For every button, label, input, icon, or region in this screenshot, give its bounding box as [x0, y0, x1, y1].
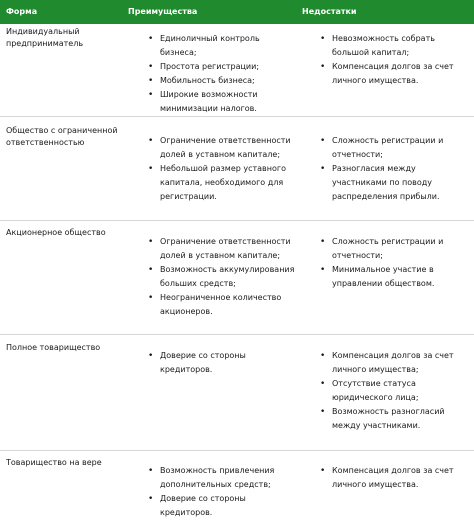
list-item: • Доверие со стороны кредиторов.	[148, 349, 298, 377]
list-item: • Разногласия между участниками по поводу распределения прибыли.	[320, 162, 468, 204]
advantages-list	[148, 32, 298, 116]
table-row	[0, 24, 474, 116]
header-advantages: Преимущества	[128, 7, 198, 16]
list-item: • Ограничение ответственности долей в уставном капитале;	[148, 235, 298, 263]
form-name: Товарищество на вере	[6, 458, 102, 467]
list-item: • Сложность регистрации и отчетности;	[320, 235, 468, 263]
header-form: Форма	[6, 7, 38, 16]
list-item: • Небольшой размер уставного капитала, необходимого для регистрации.	[148, 162, 298, 204]
list-item: • Неограниченное количество акционеров.	[148, 291, 298, 319]
row-divider	[0, 220, 474, 221]
form-name: Полное товарищество	[6, 343, 101, 352]
advantages-list	[148, 464, 298, 520]
form-name: Общество с ограниченной ответственностью	[6, 126, 118, 147]
advantages-list	[148, 235, 298, 319]
row-divider	[0, 450, 474, 451]
list-item: • Невозможность собрать большой капитал;	[320, 32, 468, 60]
list-item: • Широкие возможности минимизации налогов.	[148, 88, 298, 116]
list-item: • Доверие со стороны кредиторов.	[148, 492, 298, 520]
table-row	[0, 334, 474, 450]
list-item: • Сложность регистрации и отчетности;	[320, 134, 468, 162]
disadvantages-list	[320, 32, 468, 88]
row-divider	[0, 116, 474, 117]
disadvantages-list	[320, 349, 468, 433]
list-item: • Мобильность бизнеса;	[148, 74, 298, 88]
table-row	[0, 450, 474, 521]
form-name: Акционерное общество	[6, 228, 106, 237]
disadvantages-list	[320, 134, 468, 204]
list-item: • Компенсация долгов за счет личного имущества.	[320, 60, 468, 88]
table-row	[0, 116, 474, 220]
advantages-list	[148, 134, 298, 204]
list-item: • Отсутствие статуса юридического лица;	[320, 377, 468, 405]
table-header	[0, 0, 474, 24]
list-item: • Возможность привлечения дополнительных средств;	[148, 464, 298, 492]
header-disadvantages: Недостатки	[302, 7, 357, 16]
list-item: • Простота регистрации;	[148, 60, 298, 74]
list-item: • Ограничение ответственности долей в уставном капитале;	[148, 134, 298, 162]
list-item: • Возможность аккумулирования больших средств;	[148, 263, 298, 291]
disadvantages-list	[320, 464, 468, 492]
table-row	[0, 220, 474, 334]
form-name: Индивидуальный предприниматель	[6, 27, 84, 48]
list-item: • Минимальное участие в управлении обществом.	[320, 263, 468, 291]
advantages-list	[148, 349, 298, 377]
list-item: • Возможность разногласий между участниками.	[320, 405, 468, 433]
list-item: • Единоличный контроль бизнеса;	[148, 32, 298, 60]
disadvantages-list	[320, 235, 468, 291]
list-item: • Компенсация долгов за счет личного имущества;	[320, 349, 468, 377]
list-item: • Компенсация долгов за счет личного имущества.	[320, 464, 468, 492]
row-divider	[0, 334, 474, 335]
